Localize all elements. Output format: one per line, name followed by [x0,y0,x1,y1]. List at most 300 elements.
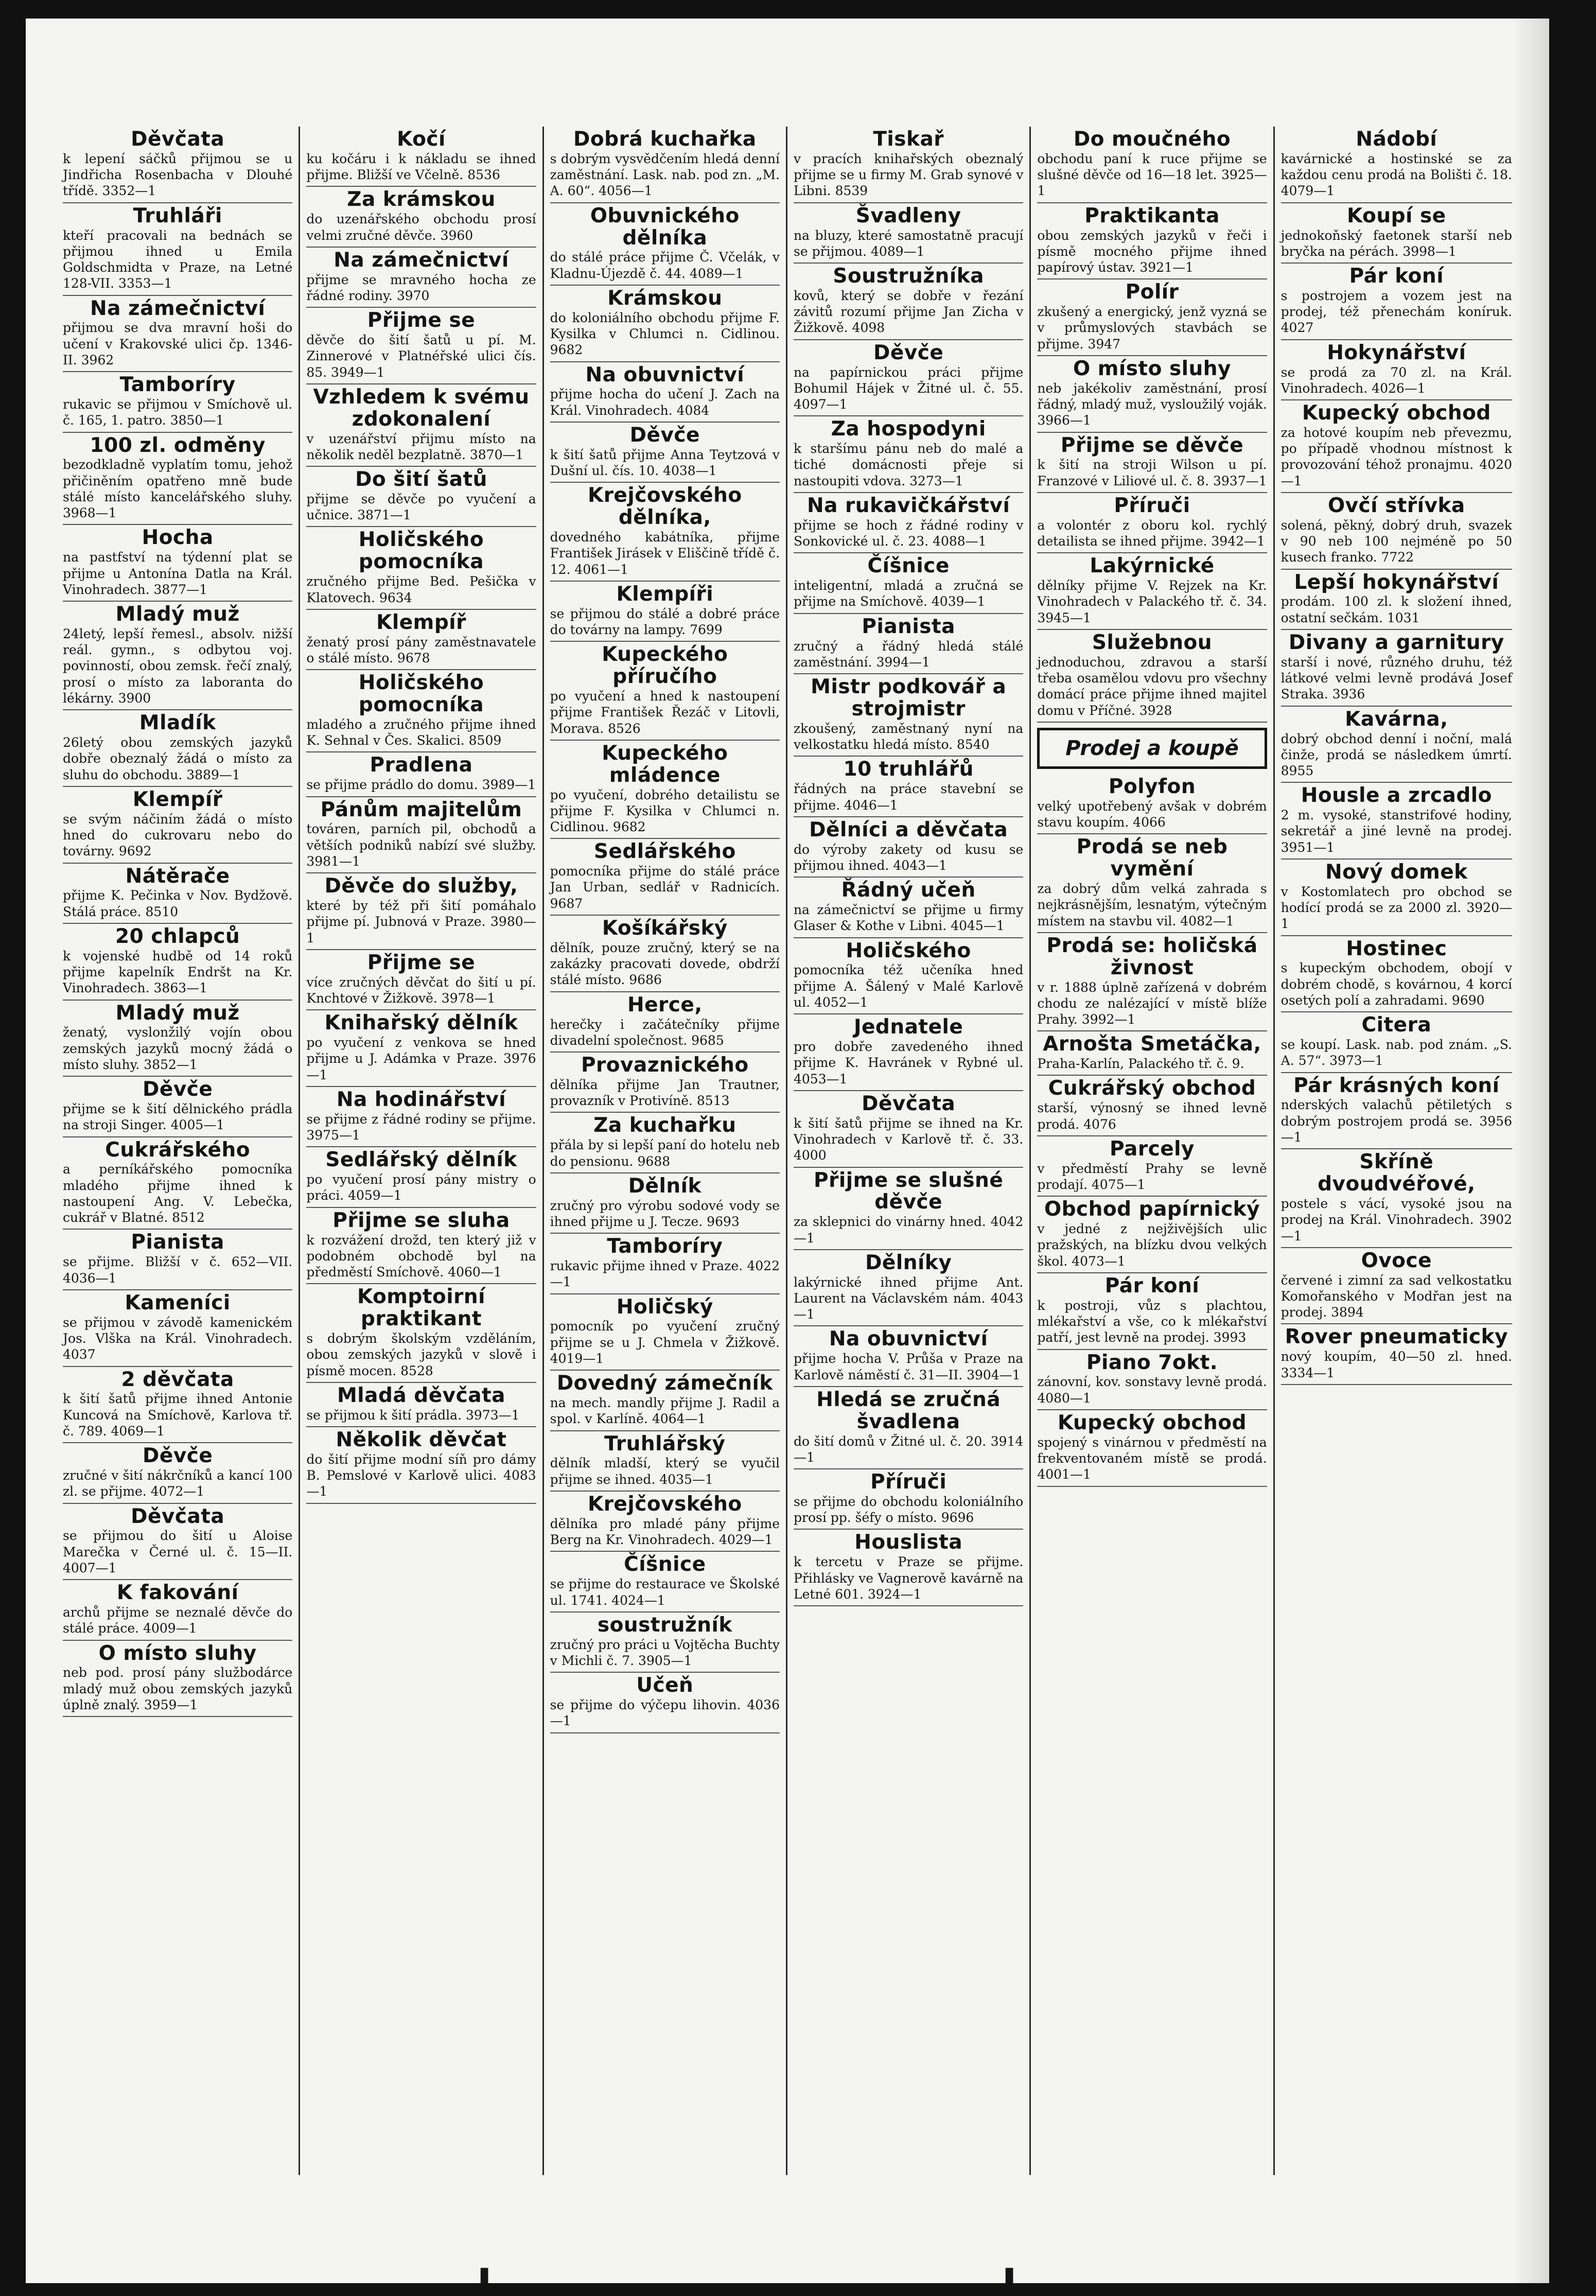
ad-headline: Pár koní [1349,265,1444,288]
ad-headline: Lakýrnické [1090,554,1215,578]
classified-ad [550,423,780,483]
classified-ad [550,1673,780,1733]
ad-headline: Pár koní [1104,1274,1200,1298]
ad-headline: Prodá se: holičská živnost [1046,934,1258,979]
classified-ad [306,1284,536,1383]
ad-body: k postroji, vůz s plachtou, mlékařství a vše, co k mlékařství patří, jest levně na prodej. 3993 [1037,1298,1267,1345]
ad-body: řádných na práce stavební se přijme. 4046—1 [794,781,1024,813]
classified-ad [794,817,1023,878]
ad-body: zručného přijme Bed. Pešička v Klatovech. 9634 [306,574,536,605]
ad-body: ženatý, vyslonžilý vojín obou zemských jazyků mocný žádá o místo sluhy. 3852—1 [63,1025,293,1072]
classified-ad [63,203,292,296]
ad-headline: Přijme se děvče [1060,433,1244,457]
ad-body: pomocníka též učeníka hned přijme A. Šálený v Malé Karlově ul. 4052—1 [794,962,1024,1010]
ad-body: k šití šatů přijme se ihned na Kr. Vinohradech v Karlově tř. č. 33. 4000 [794,1115,1024,1163]
ad-body: na mech. mandly přijme J. Radil a spol. v Karlíně. 4064—1 [550,1395,780,1427]
ad-headline: Cukrářského [105,1138,251,1162]
ad-headline: Dělníci a děvčata [809,818,1008,842]
ad-headline: Košíkářský [602,916,728,940]
classified-ad [306,797,536,874]
ad-body: červené i zimní za sad velkostatku Komořanského v Modřan jest na prodej. 3894 [1281,1272,1512,1320]
classified-ad [63,372,292,432]
classified-ad [63,1367,292,1444]
ad-body: obou zemských jazyků v řeči i písmě mocného přijme ihned papírový ústav. 3921—1 [1037,227,1267,275]
ad-body: po vyučení z venkova se hned přijme u J. Adámka v Praze. 3976—1 [306,1035,536,1082]
classified-ad [306,187,536,247]
classified-ad [794,203,1023,264]
classified-ad [63,433,292,525]
ad-body: starší, výnosný se ihned levně prodá. 4076 [1037,1100,1267,1132]
ad-headline: Dělník [628,1174,701,1198]
ad-body: v pracích knihařských obeznalý přijme se u firmy M. Grab synové v Libni. 8539 [794,151,1024,199]
ad-body: dobrý obchod denní i noční, malá činže, prodá se následkem úmrtí. 8955 [1281,731,1512,779]
ad-headline: 2 děvčata [121,1368,234,1391]
ad-body: za dobrý dům velká zahrada s nejkrásnějším, lesnatým, výtečným místem na stavbu vil. 4082—1 [1037,881,1267,928]
classified-ad [1037,1273,1267,1350]
classified-ad [306,1208,536,1285]
ad-body: a perníkářského pomocníka mladého přijme ihned k nastoupení Ang. V. Lebečka, cukrář v Blatné. 8512 [63,1162,293,1225]
ad-headline: Skříně dvoudvéřové, [1318,1150,1476,1196]
ad-body: pomocník po vyučení zručný přijme se u J. Chmela v Žižkově. 4019—1 [550,1319,780,1366]
ad-body: 26letý obou zemských jazyků dobře obeznalý žádá o místo za sluhu do obchodu. 3889—1 [63,735,293,782]
classified-ad [63,710,292,787]
classified-ad [1281,400,1512,493]
classified-ad [550,1371,780,1431]
classified-ad [550,1234,780,1294]
ad-headline: Děvče [629,423,700,447]
ad-headline: Tamboríry [607,1235,723,1258]
classified-ad [306,1427,536,1504]
classified-ad [1037,1410,1267,1487]
ad-headline: Děvče [143,1444,213,1468]
classified-ad [306,873,536,950]
classified-ad [794,1387,1023,1469]
ad-body: do výroby zakety od kusu se přijmou ihned. 4043—1 [794,842,1024,873]
ad-headline: Pár krásných koní [1293,1074,1500,1097]
ad-body: s postrojem a vozem jest na prodej, též přenechám koníruk. 4027 [1281,288,1512,336]
ad-body: do stálé práce přijme Č. Včelák, v Kladnu-Újezdě č. 44. 4089—1 [550,250,780,281]
ad-headline: Obchod papírnický [1044,1198,1260,1221]
ad-body: přijme K. Pečinka v Nov. Bydžově. Stálá práce. 8510 [63,888,293,919]
classified-ad [306,1147,536,1207]
ad-headline: Klempíři [616,582,714,606]
classified-ad [63,1137,292,1230]
ad-body: se přijmou v závodě kamenickém Jos. Vlška na Král. Vinohradech. 4037 [63,1314,293,1362]
ad-body: mladého a zručného přijme ihned K. Sehnal v Čes. Skalici. 8509 [306,716,536,748]
classified-ad [1037,553,1267,630]
classified-ad [1037,433,1267,493]
ad-headline: Soustružníka [833,265,984,288]
classified-ad [306,1010,536,1087]
ad-headline: Dobrá kuchařka [573,128,757,151]
ad-headline: soustružník [597,1613,732,1637]
classified-ad [550,1294,780,1371]
ad-body: archů přijme se neznalé děvče do stálé práce. 4009—1 [63,1605,293,1636]
ad-body: jednoduchou, zdravou a starší třeba osamělou vdovu pro všechny domácí práce přijme ihned majitel domu v Příčné. 3928 [1037,654,1267,718]
classified-ad [306,527,536,609]
classified-ad [63,602,292,710]
ad-headline: Herce, [627,993,703,1016]
classified-ad [794,674,1023,757]
classified-ad [1037,1136,1267,1197]
ad-body: k šití na stroji Wilson u pí. Franzové v Liliové ul. č. 8. 3937—1 [1037,457,1267,488]
ad-headline: Arnošta Smetáčka, [1043,1032,1261,1056]
ad-body: prodám. 100 zl. k složení ihned, ostatní sečkám. 1031 [1281,594,1512,625]
classified-ad [550,839,780,916]
classified-ad [794,340,1023,417]
ad-body: dělníka pro mladé pány přijme Berg na Kr. Vinohradech. 4029—1 [550,1516,780,1548]
classified-ad [1037,127,1267,203]
classified-ad [550,1431,780,1492]
ad-body: pro dobře zavedeného ihned přijme K. Havránek v Rybné ul. 4053—1 [794,1039,1024,1086]
ad-headline: Hledá se zručná švadlena [816,1388,1001,1433]
ad-headline: Obuvnického dělníka [590,204,740,250]
ad-headline: Parcely [1110,1137,1195,1161]
classified-ad [1281,264,1512,340]
ad-body: se koupí. Lask. nab. pod znám. „S. A. 57“. 3973—1 [1281,1037,1512,1068]
ad-headline: Mladý muž [115,603,240,626]
ad-headline: Na hodinářství [336,1088,506,1111]
ad-headline: Holičského pomocníka [358,528,484,574]
ad-body: Praha-Karlín, Palackého tř. č. 9. [1037,1056,1244,1072]
ad-body: přijme hocha do učení J. Zach na Král. Vinohradech. 4084 [550,387,780,418]
ad-headline: Truhlářský [604,1432,726,1456]
classified-ad [63,1580,292,1640]
classified-ad [306,950,536,1010]
footer-mark: ▮ [479,2263,490,2283]
classified-ad [1281,860,1512,936]
classified-ad [63,1504,292,1581]
column [544,127,787,2175]
classified-ad [63,924,292,1001]
ad-headline: Holičského [846,939,971,962]
column [300,127,543,2175]
ad-body: zkoušený, zaměstnaný nyní na velkostatku hledá místo. 8540 [794,721,1024,752]
ad-body: na papírnickou práci přijme Bohumil Hájek v Žitné ul. č. 55. 4097—1 [794,364,1024,412]
ad-headline: Nový domek [1325,860,1468,884]
ad-headline: Švadleny [855,204,961,227]
ad-headline: Dovedný zámečník [556,1372,773,1395]
ad-headline: Koupí se [1347,204,1446,227]
classified-ad [306,1383,536,1427]
ad-headline: Pánům majitelům [320,798,522,821]
ad-body: které by též při šití pomáhalo přijme pí. Jubnová v Praze. 3980—1 [306,898,536,945]
classified-ad [63,787,292,864]
classified-ad [550,483,780,582]
column [1031,127,1274,2175]
ad-body: dělníka přijme Jan Trautner, provazník v Protivíně. 8513 [550,1077,780,1109]
ad-body: se přijme z řádné rodiny se přijme. 3975—1 [306,1111,536,1143]
ad-headline: Děvčata [131,128,225,151]
ad-body: starší i nové, různého druhu, též látkové velmi levně prodává Josef Straka. 3936 [1281,654,1512,702]
classified-ad [306,308,536,384]
ad-headline: Citera [1361,1013,1432,1037]
classified-ad [306,467,536,527]
ad-headline: 100 zl. odměny [90,433,266,457]
ad-body: herečky i začátečníky přijme divadelní společnost. 9685 [550,1016,780,1048]
ad-body: do šití domů v Žitné ul. č. 20. 3914—1 [794,1433,1024,1465]
classified-columns [57,127,1518,2175]
ad-headline: Za hospodyni [831,417,986,441]
classified-ad [1037,1076,1267,1136]
ad-headline: Sedlářský dělník [325,1148,517,1172]
ad-body: k tercetu v Praze se přijme. Přihlásky ve Vagnerově kavárně na Letné 601. 3924—1 [794,1554,1024,1602]
classified-ad [1281,203,1512,264]
ad-body: se přijmou k šití prádla. 3973—1 [306,1407,520,1423]
ad-body: solená, pěkný, dobrý druh, svazek v 90 neb 100 nejméně po 50 kusech franko. 7722 [1281,517,1512,565]
ad-headline: Holičského pomocníka [358,671,484,717]
classified-ad [794,127,1023,203]
classified-ad [306,610,536,670]
classified-ad [306,670,536,752]
classified-ad [306,1087,536,1147]
ad-headline: Krejčovského dělníka, [587,484,742,530]
ad-body: v předměstí Prahy se levně prodají. 4075—1 [1037,1161,1267,1192]
ad-headline: Kupeckého mládence [602,741,728,787]
ad-body: spojený s vinárnou v předměstí na frekventovaném místě se prodá. 4001—1 [1037,1434,1267,1482]
ad-headline: Učeň [636,1674,694,1697]
ad-body: přijme se mravného hocha ze řádné rodiny. 3970 [306,272,536,303]
classified-ad [1281,1073,1512,1150]
ad-headline: Hostinec [1346,937,1447,960]
classified-ad [1037,933,1267,1032]
column [57,127,300,2175]
ad-headline: Příruči [1114,494,1190,517]
classified-ad [1037,493,1267,553]
ad-body: na bluzy, které samostatně pracují se přijmou. 4089—1 [794,227,1024,259]
ad-body: jednokoňský faetonek starší neb bryčka na pérách. 3998—1 [1281,227,1512,259]
ad-headline: Vzhledem k svému zdokonalení [313,385,530,431]
classified-ad [1281,1248,1512,1325]
ad-body: v jedné z nejživějších ulic pražských, na blízku dvou velkých škol. 4073—1 [1037,1221,1267,1269]
classified-ad [63,1230,292,1290]
classified-ad [794,1469,1023,1530]
classified-ad [794,264,1023,340]
ad-headline: Děvče [873,341,944,364]
classified-ad [63,296,292,373]
ad-headline: Pradlena [370,753,473,777]
ad-headline: Cukrářský obchod [1048,1077,1256,1100]
classified-ad [1037,774,1267,834]
section-banner: Prodej a koupě [1037,728,1267,769]
ad-body: se prodá za 70 zl. na Král. Vinohradech. 4026—1 [1281,364,1512,396]
classified-ad [1281,1324,1512,1384]
ad-headline: Rover pneumaticky [1285,1325,1508,1349]
ad-body: a volontér z oboru kol. rychlý detailista se ihned přijme. 3942—1 [1037,517,1267,549]
ad-body: do uzenářského obchodu prosí velmi zručné děvče. 3960 [306,212,536,243]
ad-body: se přijme. Bližší v č. 652—VII. 4036—1 [63,1254,293,1286]
ad-body: s dobrým školským vzděláním, obou zemských jazyků v slově i písmě mocen. 8528 [306,1331,536,1378]
classified-ad [1037,356,1267,433]
ad-headline: Tiskař [873,128,944,151]
classified-ad [1037,203,1267,280]
ad-headline: Dělníky [865,1251,952,1274]
ad-body: se přijme do obchodu koloniálního prosí pp. šéfy o místo. 9696 [794,1494,1024,1526]
ad-headline: Houslista [854,1531,963,1554]
ad-headline: Mistr podkovář a strojmistr [811,675,1007,721]
column [1275,127,1518,2175]
ad-headline: Přijme se [367,309,476,332]
ad-headline: Jednatele [853,1015,963,1039]
classified-ad [794,1530,1023,1606]
classified-ad [550,127,780,203]
classified-ad [306,248,536,308]
ad-body: po vyučení a hned k nastoupení přijme František Řezáč v Litovli, Morava. 8526 [550,689,780,736]
ad-body: dělníky přijme V. Rejzek na Kr. Vinohradech v Palackého tř. č. 34. 3945—1 [1037,578,1267,625]
ad-body: se přijmou do stálé a dobré práce do továrny na lampy. 7699 [550,606,780,638]
classified-ad [1281,783,1512,860]
classified-ad [63,1641,292,1717]
classified-ad [63,1290,292,1367]
ad-body: se přijme prádlo do domu. 3989—1 [306,777,536,793]
ad-body: inteligentní, mladá a zručná se přijme na Smíchově. 4039—1 [794,578,1024,609]
ad-headline: Polír [1125,281,1179,304]
ad-body: velký upotřebený avšak v dobrém stavu koupím. 4066 [1037,798,1267,830]
ad-body: lakýrnické ihned přijme Ant. Laurent na Václavském nám. 4043—1 [794,1274,1024,1322]
ad-body: 2 m. vysoké, stanstrifové hodiny, sekretář a jiné levně na prodej. 3951—1 [1281,808,1512,855]
ad-headline: Na zámečnictví [334,248,509,272]
ad-body: za hotové koupím neb převezmu, po případě vhodnou místnost k provozování téhož pronajmu. 4020—1 [1281,425,1512,488]
ad-headline: Do moučného [1073,128,1231,151]
column [787,127,1031,2175]
ad-body: rukavic přijme ihned v Praze. 4022—1 [550,1258,780,1290]
classified-ad [794,493,1023,553]
classified-ad [1037,1350,1267,1410]
ad-headline: Do šití šatů [355,468,487,492]
ad-headline: Děvče [143,1078,213,1101]
ad-body: se přijme do výčepu lihovin. 4036—1 [550,1697,780,1729]
ad-body: kteří pracovali na bednách se přijmou ihned u Emila Goldschmidta v Praze, na Letné 128-VII. 3353—1 [63,227,293,291]
ad-headline: Pianista [862,615,955,638]
classified-ad [550,1492,780,1552]
ad-headline: Polyfon [1108,775,1196,798]
ad-headline: Přijme se slušné děvče [814,1168,1004,1214]
ad-headline: Číšnice [624,1553,706,1576]
ad-body: k lepení sáčků přijmou se u Jindřicha Rosenbacha v Dlouhé třídě. 3352—1 [63,151,293,199]
ad-body: za sklepnici do vinárny hned. 4042—1 [794,1214,1024,1246]
ad-headline: Děvčata [862,1092,956,1115]
ad-headline: O místo sluhy [98,1641,257,1665]
ad-body: bezodkladně vyplatím tomu, jehož přičiněním opatřeno mně bude stálé místo kancelářského sluhy. 3968—1 [63,457,293,521]
classified-ad [794,1326,1023,1387]
ad-headline: Klempíř [132,787,223,811]
ad-headline: Za kuchařku [593,1114,736,1137]
ad-headline: Pianista [131,1231,224,1254]
classified-ad [794,614,1023,674]
ad-headline: Mladá děvčata [337,1383,505,1407]
classified-ad [550,992,780,1053]
classified-ad [794,1168,1023,1250]
ad-headline: 20 chlapců [115,924,240,948]
ad-body: pomocníka přijme do stálé práce Jan Urban, sedlář v Radnicích. 9687 [550,864,780,911]
ad-headline: Provaznického [581,1054,749,1077]
ad-body: neb jakékoliv zaměstnání, prosí řádný, mladý muž, vysloužilý voják. 3966—1 [1037,380,1267,428]
ad-body: dělník mladší, který se vyučil přijme se ihned. 4035—1 [550,1456,780,1487]
classified-ad [550,741,780,839]
classified-ad [794,757,1023,817]
ad-body: přijmou se dva mravní hoši do učení v Krakovské ulici čp. 1346-II. 3962 [63,320,293,367]
ad-headline: Kameníci [125,1291,231,1314]
ad-headline: Nátěrače [125,864,230,888]
ad-body: přála by si lepší paní do hotelu neb do pensionu. 9688 [550,1137,780,1169]
classified-ad [794,1250,1023,1327]
ad-headline: Řádný učeň [841,879,976,902]
ad-headline: Krámskou [607,286,723,310]
ad-body: dělník, pouze zručný, který se na zakázky pracovati dovede, obdrží stálé místo. 9686 [550,940,780,988]
ad-headline: K fakování [116,1581,239,1605]
ad-body: zručný a řádný hledá stálé zaměstnání. 3994—1 [794,638,1024,670]
ad-body: přijme se děvče po vyučení a učnice. 3871—1 [306,491,536,523]
ad-headline: Kavárna, [1345,707,1448,731]
classified-ad [63,127,292,203]
ad-headline: Na zámečnictví [90,296,266,320]
ad-body: kovů, který se dobře v řezání závitů rozumí přijme Jan Zicha v Žižkově. 4098 [794,288,1024,336]
classified-ad [550,1113,780,1173]
ad-headline: Ovoce [1361,1249,1432,1272]
ad-headline: Na obuvnictví [585,363,745,387]
classified-ad [306,384,536,467]
ad-body: zručný pro výrobu sodové vody se ihned přijme u J. Tecze. 9693 [550,1198,780,1229]
classified-ad [1037,1031,1267,1076]
newspaper-page [26,19,1549,2283]
ad-headline: O místo sluhy [1073,357,1231,380]
ad-body: více zručných děvčat do šití u pí. Knchtové v Žižkově. 3978—1 [306,974,536,1006]
ad-headline: Klempíř [376,610,466,634]
ad-body: k rozvážení drožd, ten který již v podobném obchodě byl na předměstí Smíchově. 4060—1 [306,1232,536,1280]
classified-ad [63,525,292,602]
classified-ad [550,203,780,286]
classified-ad [794,1091,1023,1168]
ad-headline: Komptoirní praktikant [357,1285,486,1331]
ad-headline: Přijme se sluha [332,1208,510,1232]
ad-body: s dobrým vysvědčením hledá denní zaměstnání. Lask. nab. pod zn. „M. A. 60“. 4056—1 [550,151,780,199]
ad-body: v Kostomlatech pro obchod se hodící prodá se za 2000 zl. 3920—1 [1281,884,1512,932]
classified-ad [1281,1012,1512,1073]
ad-body: postele s vácí, vysoké jsou na prodej na Král. Vinohradech. 3902—1 [1281,1196,1512,1243]
classified-ad [1281,127,1512,203]
ad-headline: Přijme se [367,951,476,974]
ad-body: na zámečnictví se přijme u firmy Glaser & Kothe v Libni. 4045—1 [794,902,1024,934]
ad-headline: Na rukavičkářství [806,494,1010,517]
ad-body: v r. 1888 úplně zařízená v dobrém chodu ze nalézající v místě blíže Prahy. 3992—1 [1037,979,1267,1027]
ad-body: 24letý, lepší řemesl., absolv. nižší reál. gymn., s odbytou voj. povinností, obou zemsk. řečí znalý, prosí o místo za laboranta do lékárny. 3900 [63,626,293,706]
ad-body: přijme hocha V. Průša v Praze na Karlově náměstí č. 31—II. 3904—1 [794,1351,1024,1382]
classified-ad [1037,630,1267,723]
classified-ad [1037,1197,1267,1273]
ad-body: nderských valachů pětiletých s dobrým postrojem prodá se. 3956—1 [1281,1097,1512,1145]
ad-body: k šití šatů přijme ihned Antonie Kuncová na Smíchově, Karlova tř. č. 789. 4069—1 [63,1391,293,1439]
ad-headline: Na obuvnictví [829,1327,988,1351]
ad-headline: Housle a zrcadlo [1301,784,1492,808]
ad-headline: Nádobí [1356,128,1437,151]
ad-body: po vyučení prosí pány mistry o práci. 4059—1 [306,1172,536,1203]
ad-body: se přijme do restaurace ve Školské ul. 1741. 4024—1 [550,1576,780,1608]
classified-ad [63,1443,292,1503]
ad-body: ženatý prosí pány zaměstnavatele o stálé místo. 9678 [306,634,536,665]
classified-ad [1281,1149,1512,1248]
ad-headline: Mladý muž [115,1001,240,1025]
ad-body: k vojenské hudbě od 14 roků přijme kapelník Endršt na Kr. Vinohradech. 3863—1 [63,948,293,996]
ad-headline: Služebnou [1092,630,1213,654]
ad-body: dovedného kabátníka, přijme František Jirásek v Eliščině třídě č. 12. 4061—1 [550,530,780,577]
ad-headline: Lepší hokynářství [1294,570,1499,594]
ad-headline: Číšnice [867,554,950,578]
classified-ad [1037,279,1267,356]
ad-body: ku kočáru i k nákladu se ihned přijme. Bližší ve Včelně. 8536 [306,151,536,183]
ad-headline: Kupeckého příručího [602,643,728,689]
classified-ad [550,286,780,362]
classified-ad [1281,570,1512,630]
